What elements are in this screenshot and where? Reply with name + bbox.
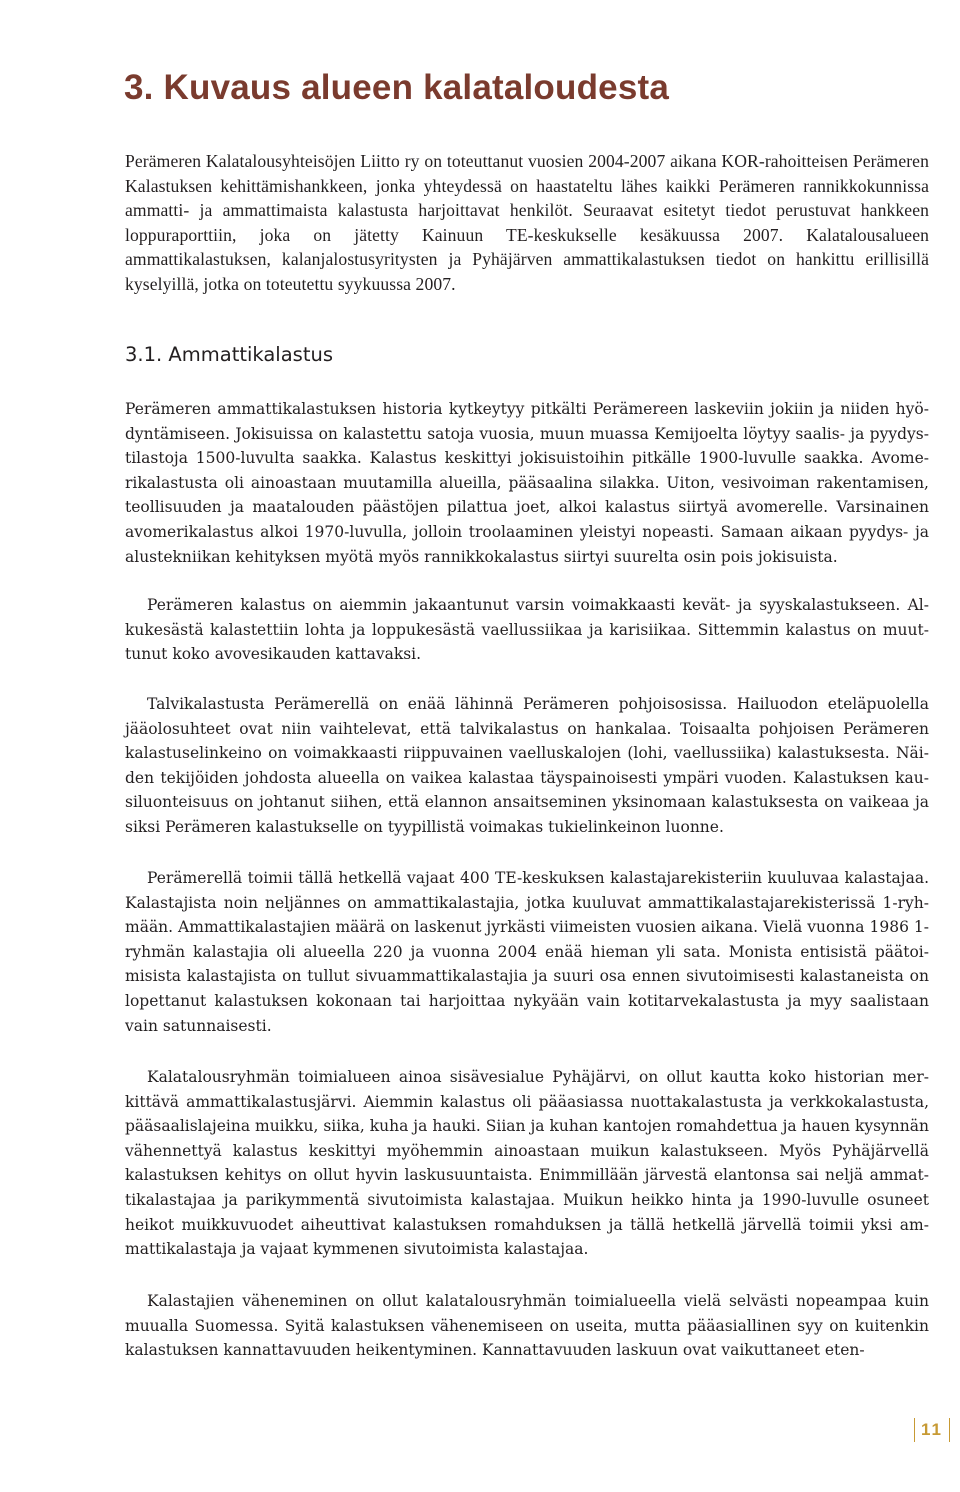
paragraph-seasons: Perämeren kalastus on aiemmin jakaantunut varsin voimakkaasti kevät- ja syyskalastukseen. Alkukesästä kalastettiin lohta ja loppukesästä vaellussiikaa ja karisiikaa. Sittemmin kalastus on muuttunut koko avovesikauden kattavaksi. <box>125 596 929 664</box>
paragraph-fisher-count: Perämerellä toimii tällä hetkellä vajaat 400 TE-keskuksen kalastajarekisteriin kuuluvaa kalastajaa. Kalastajista noin neljännes on ammattikalastajia, jotka kuuluvat ammattikalastajarekisterissä 1-ryhmään. Ammattikalastajien määrä on laskenut jyrkästi viimeisten vuosien aikana. Vielä vuonna 1986 1-ryhmän kalastajia oli alueella 220 ja vuonna 2004 enää hieman yli sata. Monista entisistä päätoimisista kalastajista on tullut sivuammattikalastajia ja suuri osa ennen sivutoimisesti kalastaneista on lopettanut kalastuksen kokonaan tai harjoittaa nykyään vain kotitarvekalastusta ja myy saalistaan vain satunnaisesti. <box>125 869 929 1035</box>
paragraph-history: Perämeren ammattikalastuksen historia kytkeytyy pitkälti Perämereen laskeviin jokiin ja niiden hyödyntämiseen. Jokisuissa on kalastettu satoja vuosia, muun muassa Kemijoelta löytyy saalis- ja pyydystilastoja 1500-luvulta saakka. Kalastus keskittyi jokisuistoihin pitkälle 1900-luvulle saakka. Avomerikalastusta oli ainoastaan muutamilla alueilla, pääsaalina silakka. Uiton, vesivoiman rakentamisen, teollisuuden ja maatalouden päästöjen pilattua joet, alkoi kalastus siirtyä avomerelle. Varsinainen avomerikalastus alkoi 1970-luvulla, jolloin troolaaminen yleistyi nopeasti. Samaan aikaan pyydys- ja alustekniikan kehityksen myötä myös rannikkokalastus siirtyi suurelta osin pois jokisuista. <box>125 400 929 566</box>
section-heading: 3.1. Ammattikalastus <box>125 343 333 366</box>
page-title: 3. Kuvaus alueen kalataloudesta <box>124 68 670 107</box>
paragraph-winter-fishing: Talvikalastusta Perämerellä on enää lähinnä Perämeren pohjoisosissa. Hailuodon eteläpuolella jääolosuhteet ovat niin vaihtelevat, että talvikalastus on hankalaa. Toisaalta pohjoisen Perämeren kalastuselinkeino on voimakkaasti riippuvainen vaelluskalojen (lohi, vaellussiika) kalastuksesta. Näiden tekijöiden johdosta alueella on vaikea kalastaa täyspainoisesti ympäri vuoden. Kalastuksen kausiluonteisuus on johtanut siihen, että elannon ansaitseminen yksinomaan kalastuksesta on vaikeaa ja siksi Perämeren kalastukselle on tyypillistä voimakas tukielinkeinon luonne. <box>125 695 929 836</box>
paragraph-decline: Kalastajien väheneminen on ollut kalatalousryhmän toimialueella vielä selvästi nopeampaa kuin muualla Suomessa. Syitä kalastuksen vähenemiseen on useita, mutta pääasiallinen syy on kuitenkin kalastuksen kannattavuuden heikentyminen. Kannattavuuden laskuun ovat vaikuttaneet eten- <box>125 1292 929 1360</box>
page-number-block <box>908 1418 956 1442</box>
page-number: 11 <box>921 1420 943 1439</box>
page-number-divider-right <box>949 1418 950 1442</box>
paragraph-pyhajarvi: Kalatalousryhmän toimialueen ainoa sisävesialue Pyhäjärvi, on ollut kautta koko historian merkittävä ammattikalastusjärvi. Aiemmin kalastus oli pääasiassa nuottakalastusta ja verkkokalastusta, pääsaalislajeina muikku, siika, kuha ja hauki. Siian ja kuhan kantojen romahdettua ja hauen kysynnän vähennettyä kalastus keskittyi myöhemmin ainoastaan muikun kalastukseen. Myös Pyhäjärvellä kalastuksen kehitys on ollut hyvin laskusuuntaista. Enimmillään järvestä elantonsa sai neljä ammattikalastajaa ja parikymmentä sivutoimista kalastajaa. Muikun heikko hinta ja 1990-luvulle osuneet heikot muikkuvuodet aiheuttivat kalastuksen romahduksen ja tällä hetkellä järvellä toimii yksi ammattikalastaja ja vajaat kymmenen sivutoimista kalastajaa. <box>125 1068 929 1259</box>
intro-paragraph: Perämeren Kalatalousyhteisöjen Liitto ry on toteuttanut vuosien 2004-2007 aikana KOR-rahoitteisen Perämeren Kalastuksen kehittämishankkeen, jonka yhteydessä on haastateltu lähes kaikki Perämeren rannikkokunnissa ammatti- ja ammattimaista kalastusta harjoittavat henkilöt. Seuraavat esitetyt tiedot perustuvat hankkeen loppuraporttiin, joka on jätetty Kainuun TE-keskukselle kesäkuussa 2007. Kalatalousalueen ammattikalastuksen, kalanjalostusyritysten ja Pyhäjärven ammattikalastuksen tiedot on hankittu erillisillä kyselyillä, jotka on toteutettu syykuussa 2007. <box>125 151 929 294</box>
page-number-divider-left <box>914 1418 915 1442</box>
